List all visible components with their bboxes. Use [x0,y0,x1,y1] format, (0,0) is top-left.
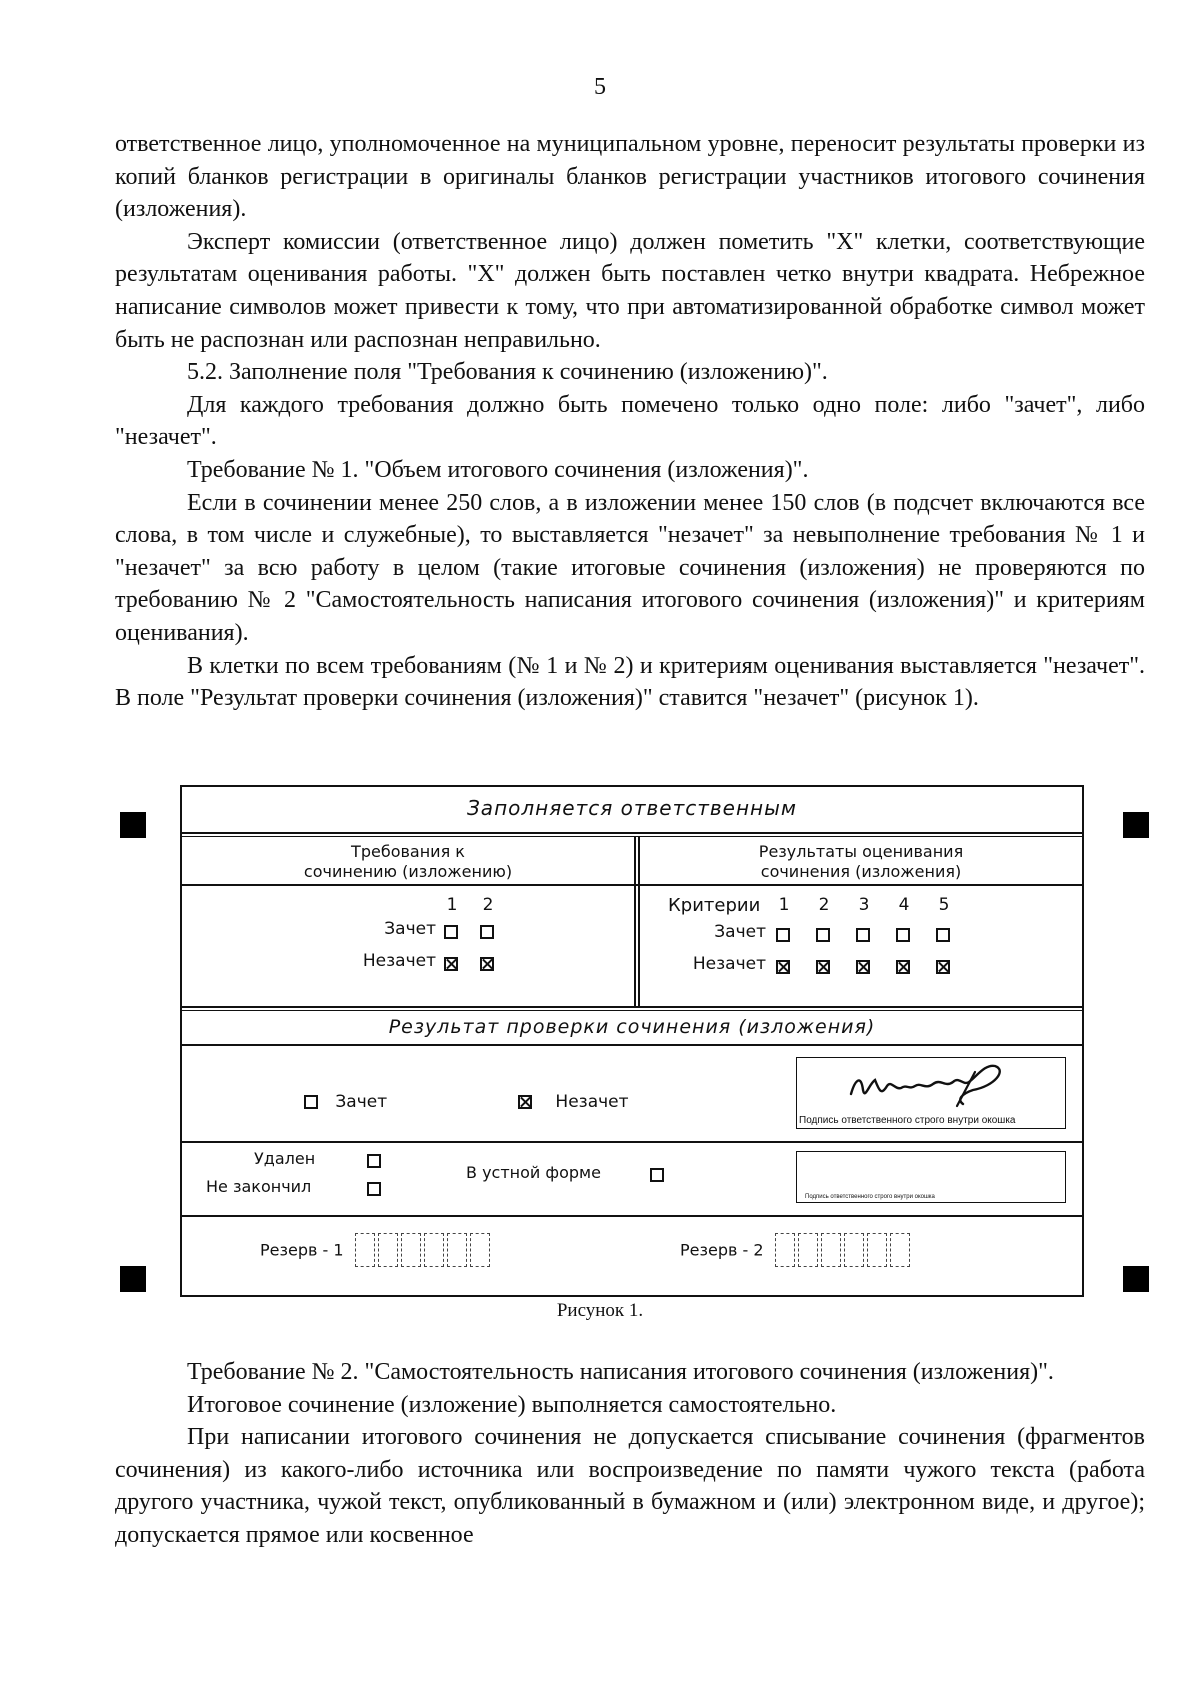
crit-fail-label: Незачет [692,954,766,974]
paragraph: Требование № 2. "Самостоятельность написания итогового сочинения (изложения)". [187,1359,1054,1385]
result-pass-checkbox[interactable] [304,1095,318,1109]
paragraph: Если в сочинении менее 250 слов, а в изложении менее 150 слов (в подсчет включаются все слова, в том числе и служебные), то выставляется "незачет" за невыполнение требования № 1 и "незачет" за всю работу в целом (такие итоговые сочинения (изложения) не проверяются по требованию № 2 "Самостоятельность написания итогового сочинения (изложения)" и критериям оценивания). [115,489,1145,646]
req-col-label: 2 [482,895,494,915]
header-line: Результаты оценивания [758,842,964,861]
corner-marker [1123,812,1149,838]
req2-pass-checkbox[interactable] [480,925,494,939]
req1-pass-checkbox[interactable] [444,925,458,939]
oral-form-label: В устной форме [466,1163,601,1182]
req-pass-label: Зачет [384,919,436,939]
page-number: 5 [594,74,606,100]
reserve2-field[interactable] [775,1233,913,1267]
paragraph: ответственное лицо, уполномоченное на муниципальном уровне, переносит результаты проверки из копий бланков регистрации в оригиналы бланков регистрации участников итогового сочинения (изложения). [115,131,1145,223]
lower-text [115,1356,1145,1552]
crit5-fail-checkbox[interactable] [936,960,950,974]
crit4-fail-checkbox[interactable] [896,960,910,974]
crit2-fail-checkbox[interactable] [816,960,830,974]
result-title: Результат проверки сочинения (изложения) [388,1016,876,1038]
header-line: сочинению (изложению) [303,862,513,881]
removed-label: Удален [254,1149,316,1168]
signature-box[interactable] [796,1057,1066,1129]
crit3-fail-checkbox[interactable] [856,960,870,974]
req-fail-label: Незачет [362,951,436,971]
form-title: Заполняется ответственным [466,796,798,820]
result-fail-checkbox[interactable] [518,1095,532,1109]
results-header [638,842,1084,882]
criteria-label: Критерии [668,895,761,916]
req-col-label: 1 [446,895,458,915]
crit3-pass-checkbox[interactable] [856,928,870,942]
paragraph: 5.2. Заполнение поля "Требования к сочинению (изложению)". [187,359,828,386]
requirements-header [182,842,634,882]
signature-icon [845,1060,1015,1116]
reserve2-label: Резерв - 2 [680,1240,764,1260]
paragraph: Требование № 1. "Объем итогового сочинения (изложения)". [187,456,809,483]
reserve1-label: Резерв - 1 [260,1240,344,1260]
assessment-form [180,785,1084,1297]
oral-form-checkbox[interactable] [650,1168,664,1182]
crit-col-label: 2 [818,895,830,915]
paragraph: Для каждого требования должно быть помечено только одно поле: либо "зачет", либо "незачет". [115,391,1145,451]
crit-col-label: 1 [778,895,790,915]
crit1-pass-checkbox[interactable] [776,928,790,942]
result-pass-label: Зачет [335,1092,388,1112]
corner-marker [120,812,146,838]
paragraph: В клетки по всем требованиям (№ 1 и № 2) и критериям оценивания выставляется "незачет". В поле "Результат проверки сочинения (изложения)" ставится "незачет" (рисунок 1). [115,652,1145,712]
crit1-fail-checkbox[interactable] [776,960,790,974]
header-line: Требования к [351,842,465,861]
signature-box-small[interactable] [796,1151,1066,1203]
crit-col-label: 3 [858,895,870,915]
crit-pass-label: Зачет [714,922,766,942]
crit2-pass-checkbox[interactable] [816,928,830,942]
figure-caption: Рисунок 1. [556,1300,644,1321]
corner-marker [1123,1266,1149,1292]
crit4-pass-checkbox[interactable] [896,928,910,942]
req1-fail-checkbox[interactable] [444,957,458,971]
signature-caption: Подпись ответственного строго внутри окошка [799,1115,1016,1126]
paragraph: Эксперт комиссии (ответственное лицо) должен пометить "Х" клетки, соответствующие результатам оценивания работы. "Х" должен быть поставлен четко внутри квадрата. Небрежное написание символов может привести к тому, что при автоматизированной обработке символ может быть не распознан или распознан неправильно. [115,228,1145,353]
crit-col-label: 4 [898,895,910,915]
result-fail-label: Незачет [555,1092,629,1112]
reserve1-field[interactable] [355,1233,493,1267]
not-finished-checkbox[interactable] [367,1182,381,1196]
paragraph: При написании итогового сочинения не допускается списывание сочинения (фрагментов сочинения) из какого-либо источника или воспроизведение по памяти чужого текста (работа другого участника, чужой текст, опубликованный в бумажном и (или) электронном виде, и другое); допускается прямое или косвенное [115,1424,1145,1548]
upper-text [115,128,1145,715]
crit-col-label: 5 [938,895,950,915]
not-finished-label: Не закончил [206,1177,312,1196]
crit5-pass-checkbox[interactable] [936,928,950,942]
removed-checkbox[interactable] [367,1154,381,1168]
corner-marker [120,1266,146,1292]
paragraph: Итоговое сочинение (изложение) выполняется самостоятельно. [187,1391,837,1418]
signature-caption-small: Подпись ответственного строго внутри окошка [805,1194,935,1200]
header-line: сочинения (изложения) [760,862,962,881]
req2-fail-checkbox[interactable] [480,957,494,971]
